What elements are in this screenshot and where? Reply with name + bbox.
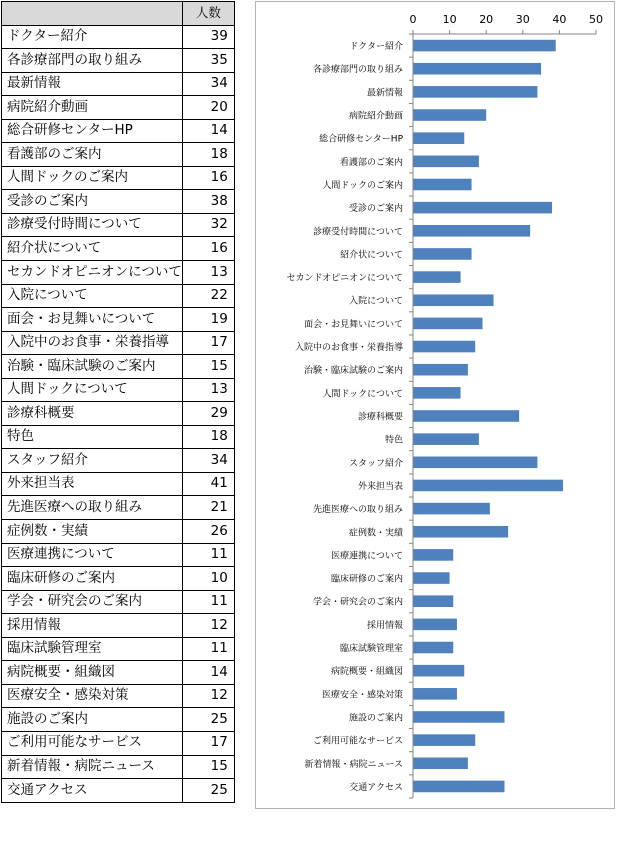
row-name-cell: スタッフ紹介 [2, 449, 183, 473]
bar [414, 457, 538, 469]
category-label: 病院紹介動画 [348, 111, 403, 122]
bar [414, 294, 494, 306]
category-label: 入院について [349, 296, 403, 307]
table-row [2, 308, 235, 332]
table-row [2, 520, 235, 544]
row-count-cell: 10 [182, 567, 234, 591]
bar [414, 642, 454, 654]
category-label: 先進医療への取り組み [312, 505, 403, 516]
row-name-cell: ご利用可能なサービス [2, 731, 183, 755]
row-name-cell: 臨床研修のご案内 [2, 567, 183, 591]
data-table [1, 1, 235, 803]
row-name-cell: 医療連携について [2, 543, 183, 567]
row-name-cell: 各診療部門の取り組み [2, 49, 183, 73]
row-name-cell: 症例数・実績 [2, 520, 183, 544]
row-name-cell: ドクター紹介 [2, 25, 183, 49]
row-count-cell: 34 [182, 449, 234, 473]
x-tick-label: 40 [552, 13, 567, 26]
table-row [2, 190, 235, 214]
row-count-cell: 18 [182, 143, 234, 167]
category-label: 人間ドックについて [322, 389, 403, 400]
bar [414, 86, 538, 98]
bar [414, 572, 450, 584]
row-count-cell: 15 [182, 755, 234, 779]
table-row [2, 472, 235, 496]
row-count-cell: 32 [182, 213, 234, 237]
bar [414, 63, 542, 75]
bar [414, 318, 483, 330]
row-count-cell: 34 [182, 72, 234, 96]
x-tick-label: 30 [515, 13, 530, 26]
bar [414, 248, 472, 260]
row-count-cell: 20 [182, 96, 234, 120]
row-count-cell: 17 [182, 331, 234, 355]
table-row [2, 213, 235, 237]
category-label: 病院概要・組織図 [330, 667, 403, 678]
table-row [2, 237, 235, 261]
category-label: 最新情報 [366, 88, 403, 99]
row-count-cell: 35 [182, 49, 234, 73]
category-label: 新着情報・病院ニュース [304, 759, 403, 770]
row-count-cell: 14 [182, 661, 234, 685]
row-name-cell: 看護部のご案内 [2, 143, 183, 167]
category-label: 症例数・実績 [348, 528, 403, 539]
row-name-cell: 学会・研究会のご案内 [2, 590, 183, 614]
table-row [2, 661, 235, 685]
bar [414, 271, 461, 283]
bar [414, 619, 457, 631]
row-name-cell: 病院紹介動画 [2, 96, 183, 120]
row-count-cell: 13 [182, 378, 234, 402]
bar [414, 433, 479, 445]
table-row [2, 331, 235, 355]
table-row [2, 284, 235, 308]
category-label: 診療科概要 [357, 412, 403, 423]
row-name-cell: 受診のご案内 [2, 190, 183, 214]
row-count-cell: 13 [182, 261, 234, 285]
bar [414, 549, 454, 561]
row-name-cell: 診療受付時間について [2, 213, 183, 237]
row-name-cell: 医療安全・感染対策 [2, 684, 183, 708]
row-count-cell: 41 [182, 472, 234, 496]
table-row [2, 496, 235, 520]
table-row [2, 49, 235, 73]
bar [414, 688, 457, 700]
row-count-cell: 12 [182, 614, 234, 638]
table-row [2, 119, 235, 143]
row-count-cell: 19 [182, 308, 234, 332]
row-count-cell: 18 [182, 425, 234, 449]
row-count-cell: 39 [182, 25, 234, 49]
bar [414, 480, 564, 492]
bar [414, 156, 479, 168]
bar [414, 132, 465, 144]
category-label: 特色 [384, 435, 403, 446]
bar [414, 410, 520, 422]
category-label: 交通アクセス [349, 782, 403, 793]
category-label: スタッフ紹介 [348, 458, 403, 469]
row-count-cell: 16 [182, 166, 234, 190]
row-name-cell: 面会・お見舞いについて [2, 308, 183, 332]
header-count-cell: 人数 [182, 2, 234, 26]
row-name-cell: セカンドオピニオンについて [2, 261, 183, 285]
bar-chart [255, 1, 615, 809]
table-row [2, 143, 235, 167]
category-label: 臨床試験管理室 [339, 644, 403, 655]
row-count-cell: 26 [182, 520, 234, 544]
category-label: 医療安全・感染対策 [321, 690, 403, 701]
bar [414, 109, 487, 121]
row-count-cell: 11 [182, 637, 234, 661]
table-row [2, 779, 235, 803]
row-count-cell: 15 [182, 355, 234, 379]
category-label: 施設のご案内 [348, 713, 403, 724]
category-label: 看護部のご案内 [339, 157, 403, 168]
bar [414, 341, 476, 353]
row-name-cell: 診療科概要 [2, 402, 183, 426]
bar [414, 202, 553, 214]
category-label: 医療連携について [331, 551, 403, 562]
row-name-cell: 紹介状について [2, 237, 183, 261]
header-name-cell [2, 2, 183, 26]
bar [414, 526, 509, 538]
bar [414, 387, 461, 399]
bar [414, 734, 476, 746]
row-name-cell: 臨床試験管理室 [2, 637, 183, 661]
category-label: 面会・お見舞いについて [304, 319, 403, 330]
table-row [2, 708, 235, 732]
table-row [2, 614, 235, 638]
category-label: セカンドオピニオンについて [286, 273, 403, 284]
chart-svg [256, 2, 614, 808]
bar [414, 179, 472, 191]
row-count-cell: 14 [182, 119, 234, 143]
table-row [2, 637, 235, 661]
bar [414, 40, 556, 52]
row-count-cell: 38 [182, 190, 234, 214]
table-row [2, 166, 235, 190]
row-name-cell: 最新情報 [2, 72, 183, 96]
row-name-cell: 人間ドックのご案内 [2, 166, 183, 190]
row-count-cell: 12 [182, 684, 234, 708]
x-tick-label: 20 [479, 13, 494, 26]
row-count-cell: 29 [182, 402, 234, 426]
table-row [2, 402, 235, 426]
bar [414, 665, 465, 677]
category-label: 人間ドックのご案内 [322, 180, 403, 191]
category-label: 診療受付時間について [313, 227, 403, 238]
row-count-cell: 25 [182, 779, 234, 803]
category-label: 学会・研究会のご案内 [312, 597, 403, 608]
table-row [2, 684, 235, 708]
row-name-cell: 新着情報・病院ニュース [2, 755, 183, 779]
category-label: 受診のご案内 [348, 204, 403, 215]
category-label: 採用情報 [366, 620, 403, 631]
table-row [2, 590, 235, 614]
row-name-cell: 入院について [2, 284, 183, 308]
x-tick-label: 50 [589, 13, 603, 26]
category-label: 臨床研修のご案内 [330, 574, 403, 585]
category-label: ご利用可能なサービス [312, 736, 403, 747]
bar [414, 781, 505, 793]
category-label: 紹介状について [340, 250, 403, 261]
row-count-cell: 21 [182, 496, 234, 520]
category-label: ドクター紹介 [349, 42, 403, 53]
table-row [2, 261, 235, 285]
category-label: 入院中のお食事・栄養指導 [294, 343, 403, 354]
row-name-cell: 特色 [2, 425, 183, 449]
table-row [2, 567, 235, 591]
row-count-cell: 17 [182, 731, 234, 755]
row-name-cell: 病院概要・組織図 [2, 661, 183, 685]
row-name-cell: 交通アクセス [2, 779, 183, 803]
table-row [2, 425, 235, 449]
row-count-cell: 22 [182, 284, 234, 308]
table-row [2, 355, 235, 379]
table-header-row [2, 2, 235, 26]
bar [414, 711, 505, 723]
table-row [2, 755, 235, 779]
row-name-cell: 採用情報 [2, 614, 183, 638]
row-count-cell: 25 [182, 708, 234, 732]
row-name-cell: 総合研修センターHP [2, 119, 183, 143]
table-row [2, 543, 235, 567]
row-name-cell: 人間ドックについて [2, 378, 183, 402]
category-label: 各診療部門の取り組み [312, 65, 403, 76]
row-name-cell: 施設のご案内 [2, 708, 183, 732]
row-name-cell: 入院中のお食事・栄養指導 [2, 331, 183, 355]
table-row [2, 731, 235, 755]
row-name-cell: 治験・臨床試験のご案内 [2, 355, 183, 379]
bar [414, 757, 468, 769]
bar [414, 595, 454, 607]
row-name-cell: 外来担当表 [2, 472, 183, 496]
table-row [2, 449, 235, 473]
x-tick-label: 10 [442, 13, 457, 26]
bar [414, 503, 490, 515]
table-body [2, 2, 235, 803]
category-label: 総合研修センターHP [319, 134, 403, 145]
table-row [2, 25, 235, 49]
category-label: 治験・臨床試験のご案内 [303, 366, 403, 377]
bar [414, 364, 468, 376]
category-label: 外来担当表 [357, 481, 403, 492]
row-name-cell: 先進医療への取り組み [2, 496, 183, 520]
table-row [2, 378, 235, 402]
table-row [2, 72, 235, 96]
bar [414, 225, 531, 237]
row-count-cell: 16 [182, 237, 234, 261]
table-row [2, 96, 235, 120]
x-tick-label: 0 [409, 13, 417, 26]
row-count-cell: 11 [182, 590, 234, 614]
row-count-cell: 11 [182, 543, 234, 567]
